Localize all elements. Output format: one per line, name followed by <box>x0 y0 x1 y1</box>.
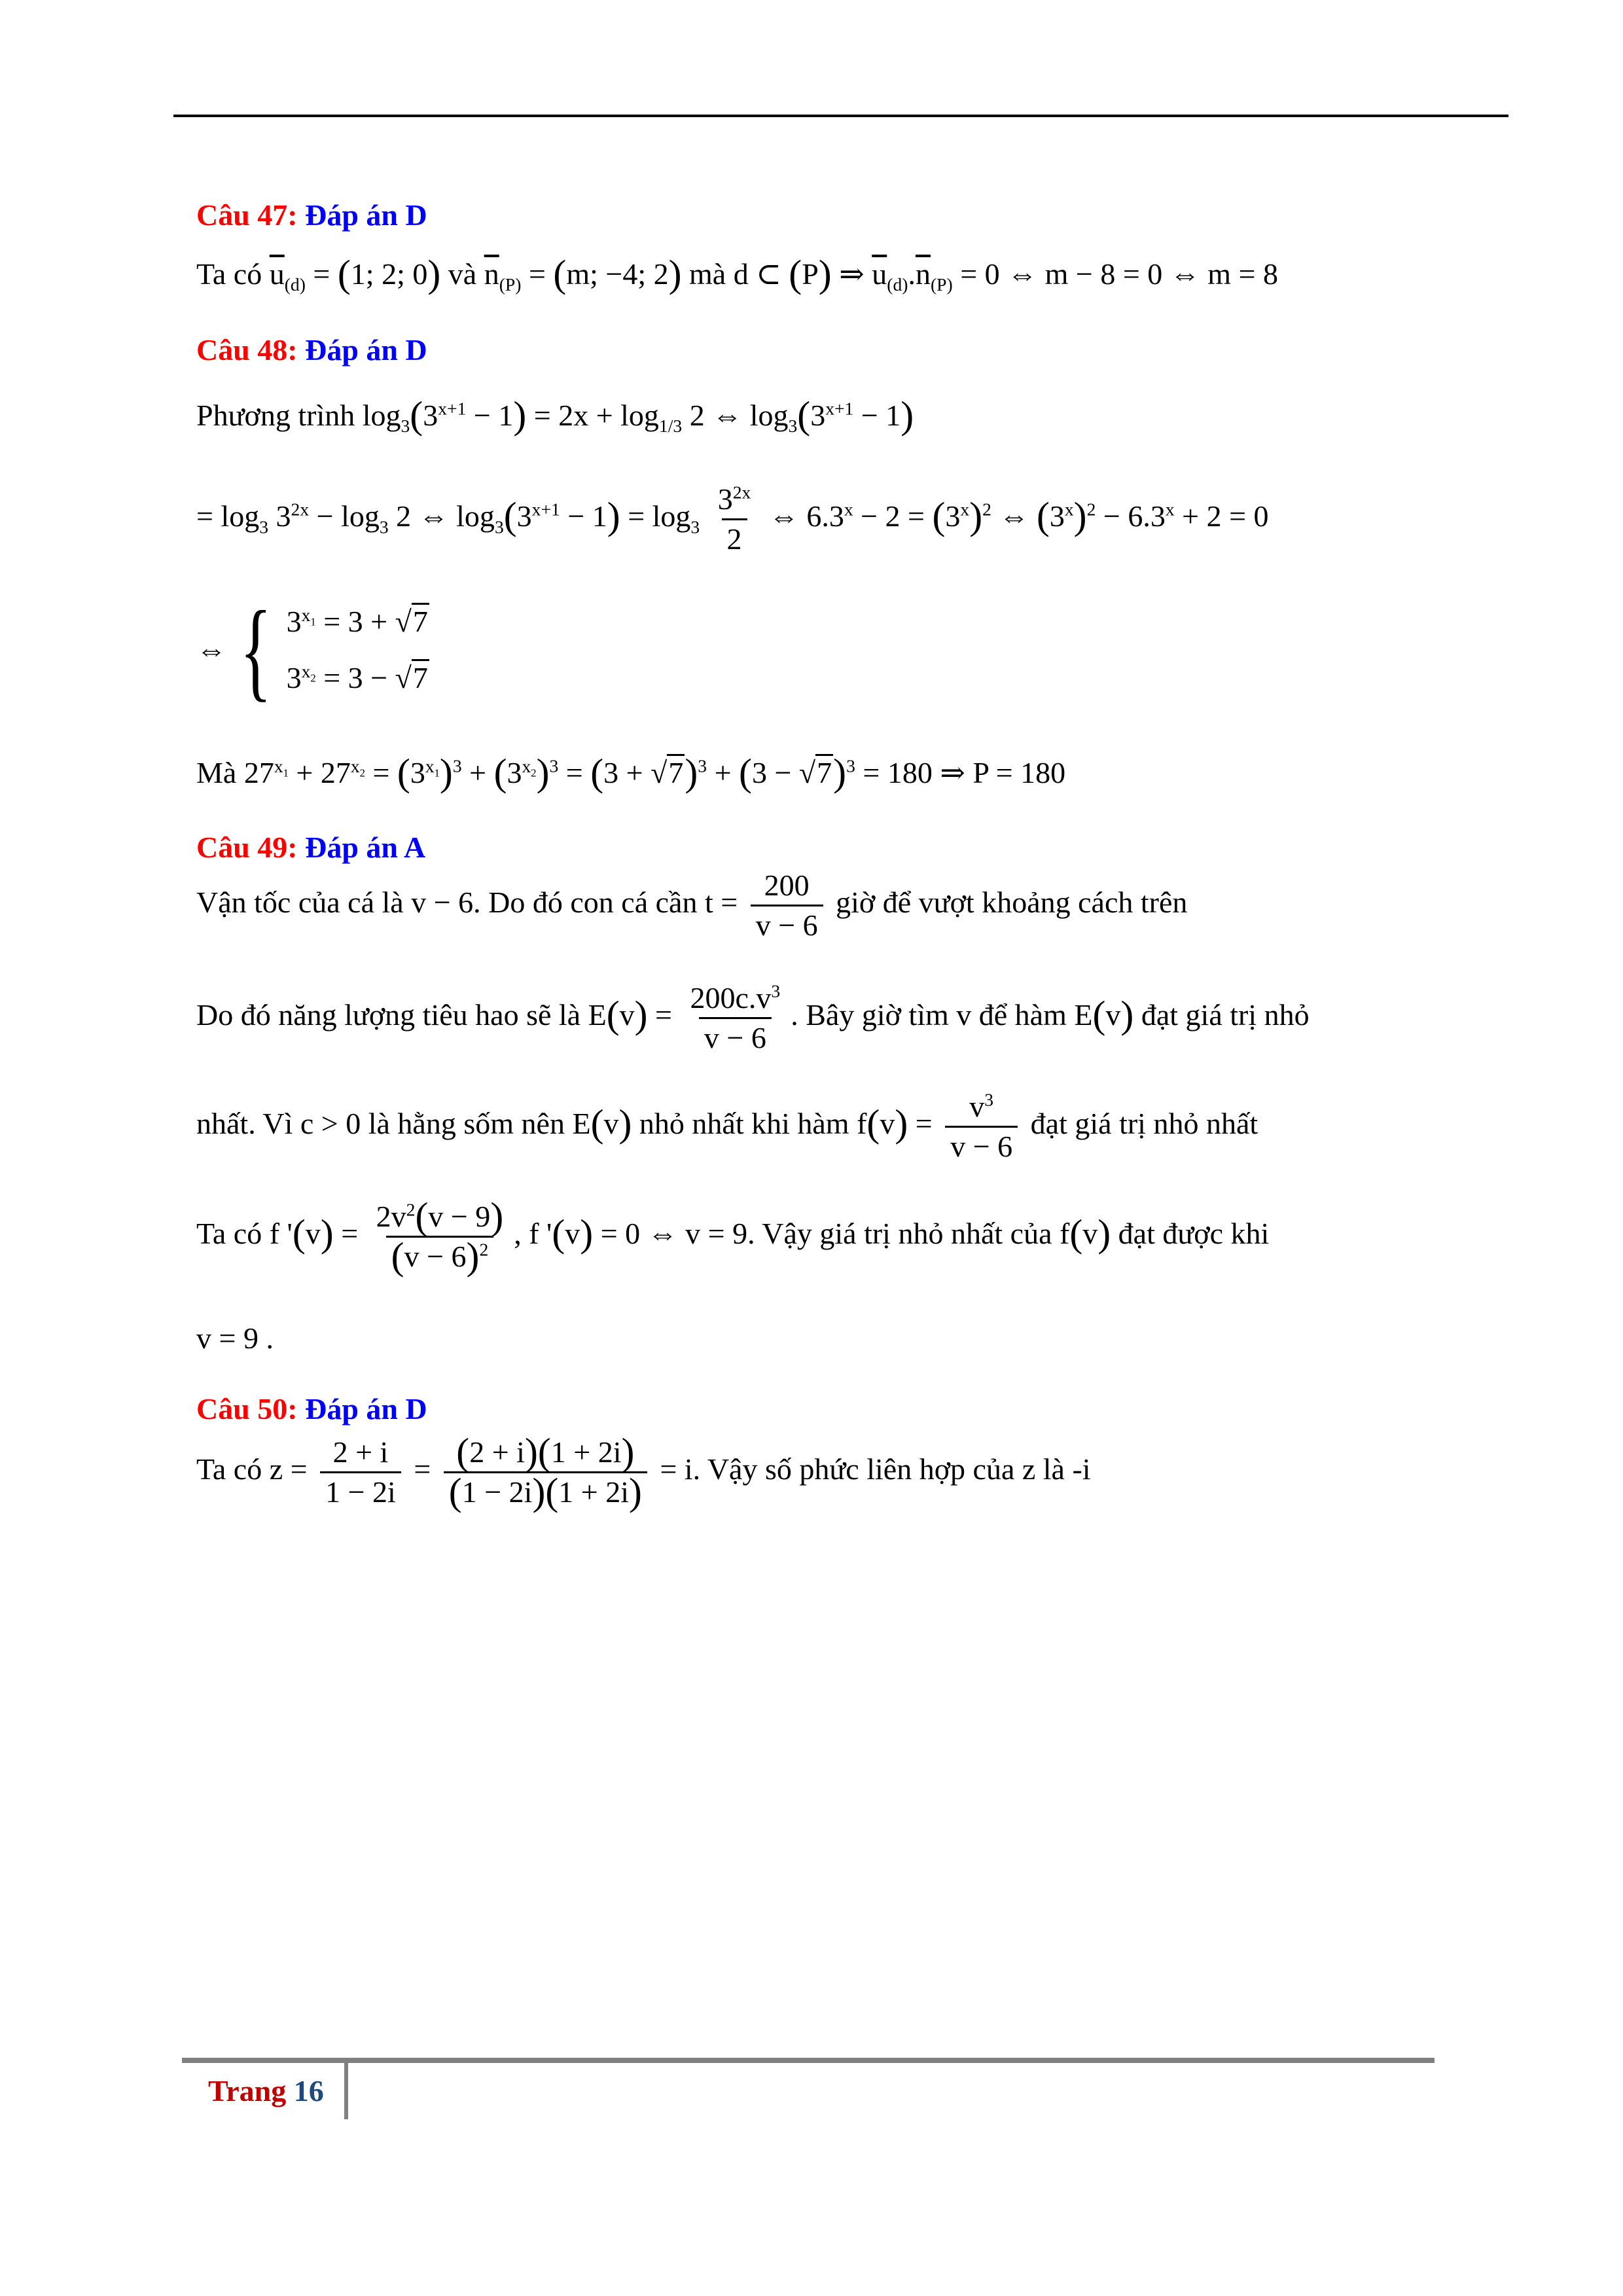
q49-text: Vận tốc của cá là <box>196 886 404 920</box>
q49-text: là hằng sốm nên <box>368 1107 565 1141</box>
page-label: Trang <box>208 2074 287 2108</box>
top-rule <box>173 115 1508 117</box>
footer-divider <box>344 2062 348 2119</box>
q49-text: nhất. Vì <box>196 1107 293 1141</box>
q50-answer: Đáp án D <box>305 1392 427 1426</box>
q49-label: Câu 49: <box>196 831 298 864</box>
q49-line5 <box>196 1323 274 1354</box>
page-number-value: 16 <box>293 2074 324 2108</box>
q48-system: ⇔ { $3^{x_1} = 3 + √7$ $3^{x_2} = 3 - √7$ <box>196 588 428 711</box>
q48-sys-row1: $3^{x_1} = 3 + √7$ <box>287 607 429 637</box>
q49-text: đạt giá trị nhỏ <box>1141 998 1310 1032</box>
q49-text: Ta có <box>196 1217 262 1251</box>
q47-label: Câu 47: <box>196 198 298 232</box>
q47-answer: Đáp án D <box>305 198 427 232</box>
q49-text: . Vậy giá trị nhỏ nhất của <box>747 1217 1052 1251</box>
q47-heading <box>196 200 427 237</box>
q49-text: đạt được khi <box>1118 1217 1270 1251</box>
q49-text: v = 9 . <box>196 1321 274 1355</box>
q50-heading <box>196 1394 427 1431</box>
q49-text: Do đó năng lượng tiêu hao sẽ là <box>196 998 581 1032</box>
q49-line4: Ta có f '(v) = $\frac{2v^2(v - 9)}{(v - 6)^2}$ , f '(v) = 0 ⇔ v = 9. Vậy giá trị nhỏ nhất của f(v) đạt được khi <box>196 1194 1270 1278</box>
q49-heading <box>196 833 425 869</box>
q48-line1: Phương trình $\log_3(3^{x+1} - 1) = 2x + \log_{1/3} 2$ ⇔ $\log_3(3^{x+1} - 1)$ <box>196 393 914 437</box>
q49-line1: Vận tốc của cá là v − 6. Do đó con cá cần t = $\frac{200}{v - 6}$ giờ để vượt khoảng cách trên <box>196 869 1188 942</box>
q49-text: . Bây giờ tìm v để hàm <box>791 998 1067 1032</box>
q49-text: . Do đó con cá cần <box>473 886 698 920</box>
q48-sys-row2: $3^{x_2} = 3 - √7$ <box>287 663 429 693</box>
q48-line3: Mà $27^{x_1} + 27^{x_2} = (3^{x_1})^3 + (3^{x_2})^3 = (3 + √7)^3 + (3 - √7)^3 = 180$ ⇒ P = 180 <box>196 751 1066 794</box>
q49-line3: nhất. Vì c > 0 là hằng sốm nên E(v) nhỏ nhất khi hàm f(v) = $\frac{v^3}{v - 6}$ đạt giá trị nhỏ nhất <box>196 1089 1258 1163</box>
footer-rule <box>182 2058 1435 2063</box>
q49-line2: Do đó năng lượng tiêu hao sẽ là E(v) = $\frac{200c.v^3}{v - 6}$ . Bây giờ tìm v để hàm E(v) đạt giá trị nhỏ <box>196 980 1310 1054</box>
q48-label: Câu 48: <box>196 333 298 367</box>
q50-line1: Ta có z = $\frac{2 + i}{1 - 2i}$ = $\frac{(2 + i)(1 + 2i)}{(1 - 2i)(1 + 2i)}$ = i. Vậy số phức liên hợp của z là -i <box>196 1430 1091 1513</box>
q50-text: Ta có <box>196 1452 262 1486</box>
q48-heading <box>196 335 427 372</box>
q50-label: Câu 50: <box>196 1392 298 1426</box>
q47-line: Ta có $\overline{u}_{(d)} = (1$; 2; 0) và $\overline{n}_{(P)} = (m$; −4; 2) mà d ⊂ (P) ⇒ $\overline{u}_{(d)}.\overline{n}_{(P)} = 0$ ⇔ m − 8 = 0 ⇔ m = 8 <box>196 252 1279 295</box>
q49-answer: Đáp án A <box>305 831 426 864</box>
q49-text: đạt giá trị nhỏ nhất <box>1030 1107 1258 1141</box>
q50-text: . Vậy số phức liên hợp của z là -i <box>692 1452 1091 1486</box>
q48-answer: Đáp án D <box>305 333 427 367</box>
q49-text: nhỏ nhất khi hàm <box>639 1107 849 1141</box>
q48-line2: = $\log_3 3^{2x} - \log_3 2$ ⇔ $\log_3(3^{x+1} - 1) = \log_3$ $\frac{3^{2x}}{2}$ ⇔ $6.3^x - 2 = (3^x)^2$ ⇔ $(3^x)^2 - 6.3^x + 2 = 0$ <box>196 482 1269 556</box>
q49-text: giờ để vượt khoảng cách trên <box>836 886 1188 920</box>
page-number <box>208 2073 324 2108</box>
